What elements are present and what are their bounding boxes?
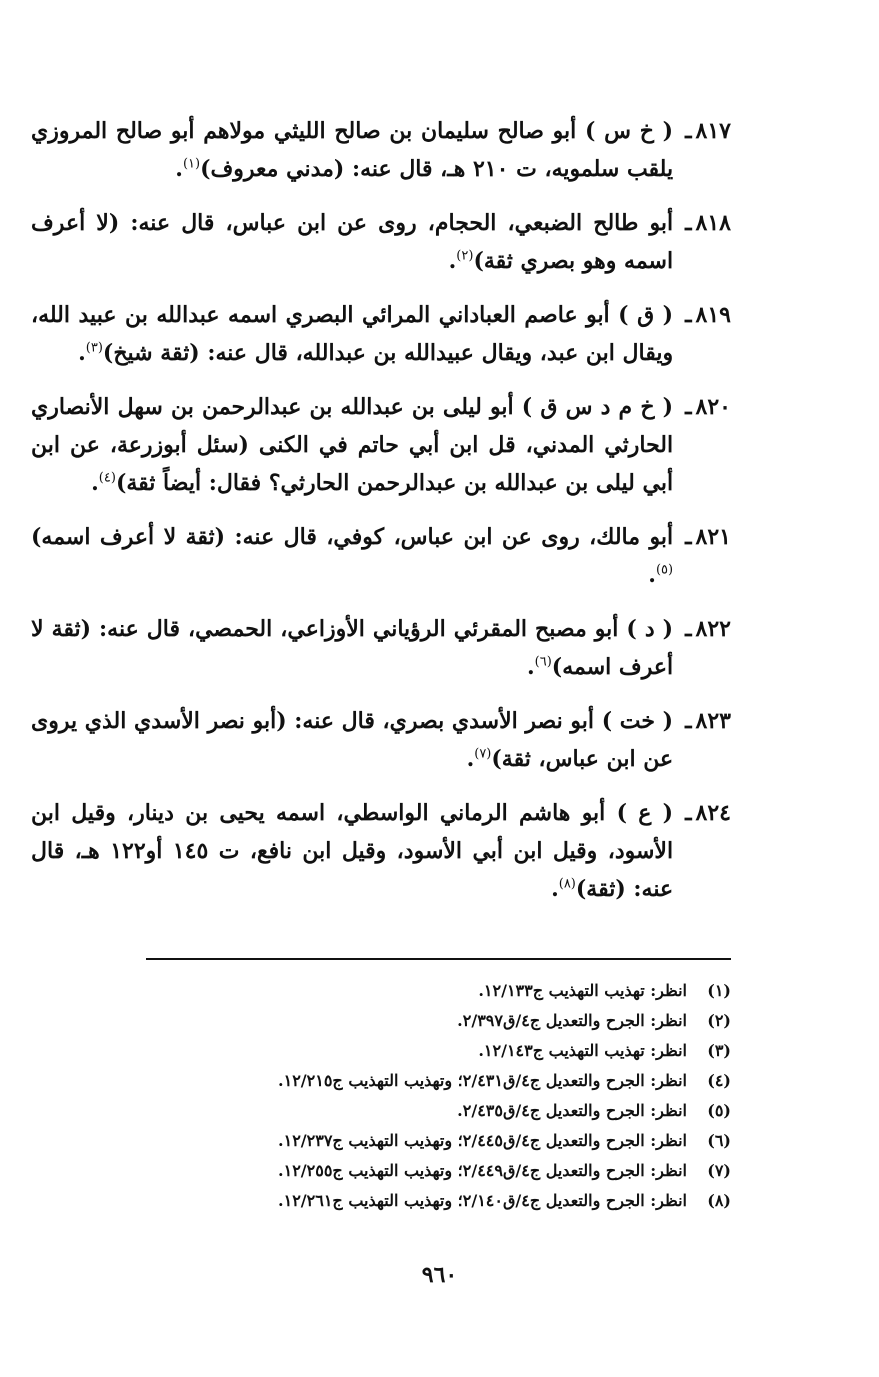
footnote-ref: (٤) xyxy=(98,470,116,486)
entry-period: . xyxy=(78,340,86,366)
entry-period: . xyxy=(175,156,183,182)
biography-entry xyxy=(31,702,731,778)
entry-dash: ـ xyxy=(685,118,692,144)
footnote-text: انظر: الجرح والتعديل ج٤/ق٢/٤٤٥؛ وتهذيب التهذيب ج١٢/٢٣٧. xyxy=(278,1131,687,1150)
entry-text: ( ق ) أبو عاصم العباداني المرائي البصري اسمه عبدالله بن عبيد الله، ويقال ابن عبد، ويقال عبيدالله بن عبدالله، قال عنه: (ثقة شيخ) xyxy=(31,302,674,366)
entry-period: . xyxy=(448,248,457,274)
footnote-text: انظر: الجرح والتعديل ج٤/ق٢/٤٣١؛ وتهذيب التهذيب ج١٢/٢١٥. xyxy=(278,1071,687,1090)
entry-text: ( خت ) أبو نصر الأسدي بصري، قال عنه: (أبو نصر الأسدي الذي يروى عن ابن عباس، ثقة) xyxy=(31,708,674,772)
entry-dash: ـ xyxy=(685,708,692,734)
footnote-ref: (٥) xyxy=(655,562,674,578)
footnote-number: (١) xyxy=(707,981,731,1000)
entry-number: ٨٢٣ xyxy=(695,708,731,734)
footnote xyxy=(146,1006,731,1036)
entry-text: أبو طالح الضبعي، الحجام، روى عن ابن عباس، قال عنه: (لا أعرف اسمه وهو بصري ثقة) xyxy=(31,210,674,274)
entry-period: . xyxy=(648,562,656,588)
footnote-ref: (٣) xyxy=(85,340,103,356)
footnote-text: انظر: الجرح والتعديل ج٤/ق٢/٤٤٩؛ وتهذيب التهذيب ج١٢/٢٥٥. xyxy=(278,1161,687,1180)
entry-period: . xyxy=(526,654,535,680)
footnote xyxy=(146,976,731,1006)
footnote xyxy=(146,1156,731,1186)
entry-text: أبو مالك، روى عن ابن عباس، كوفي، قال عنه: (ثقة لا أعرف اسمه) xyxy=(31,524,674,550)
footnote-divider xyxy=(146,958,731,960)
entry-dash: ـ xyxy=(685,616,692,642)
biography-entry xyxy=(31,794,731,908)
footnote-number: (٣) xyxy=(707,1041,731,1060)
footnote-ref: (٨) xyxy=(558,876,576,892)
footnote-text: انظر: تهذيب التهذيب ج١٢/١٣٣. xyxy=(478,981,687,1000)
footnote-text: انظر: الجرح والتعديل ج٤/ق٢/١٤٠؛ وتهذيب التهذيب ج١٢/٢٦١. xyxy=(278,1191,687,1210)
entry-number: ٨١٧ xyxy=(695,118,731,144)
entry-dash: ـ xyxy=(685,800,692,826)
footnote-number: (٢) xyxy=(707,1011,731,1030)
footnote-number: (٧) xyxy=(707,1161,731,1180)
footnote xyxy=(146,1126,731,1156)
main-text xyxy=(31,112,731,924)
footnote-number: (٤) xyxy=(707,1071,731,1090)
entry-number: ٨٢١ xyxy=(695,524,731,550)
entry-text: ( خ س ) أبو صالح سليمان بن صالح الليثي مولاهم أبو صالح المروزي يلقب سلمويه، ت ٢١٠ هـ، قال عنه: (مدني معروف) xyxy=(31,118,674,182)
entry-period: . xyxy=(91,470,99,496)
entry-text: ( خ م د س ق ) أبو ليلى بن عبدالله بن عبدالرحمن بن سهل الأنصاري الحارثي المدني، قل ابن أبي حاتم في الكنى (سئل أبوزرعة، عن ابن أبي ليلى بن عبدالله بن عبدالرحمن الحارثي؟ فقال: أيضاً ثقة) xyxy=(31,394,674,496)
biography-entry xyxy=(31,204,731,280)
footnote-ref: (٧) xyxy=(474,746,492,762)
footnote xyxy=(146,1066,731,1096)
biography-entry xyxy=(31,112,731,188)
footnote-text: انظر: تهذيب التهذيب ج١٢/١٤٣. xyxy=(478,1041,687,1060)
biography-entry xyxy=(31,518,731,594)
footnote-ref: (٦) xyxy=(534,654,552,670)
entry-number: ٨٢٤ xyxy=(695,800,731,826)
page-number: ٩٦٠ xyxy=(421,1262,458,1288)
biography-entry xyxy=(31,610,731,686)
biography-entry xyxy=(31,296,731,372)
footnote xyxy=(146,1036,731,1066)
footnotes xyxy=(146,976,731,1216)
footnote xyxy=(146,1186,731,1216)
footnote-number: (٦) xyxy=(707,1131,731,1150)
entry-dash: ـ xyxy=(685,394,692,420)
entry-dash: ـ xyxy=(685,210,692,236)
entry-text: ( ع ) أبو هاشم الرماني الواسطي، اسمه يحيى بن دينار، وقيل ابن الأسود، وقيل ابن أبي الأسود، وقيل ابن نافع، ت ١٤٥ أو١٢٢ هـ، قال عنه: (ثقة) xyxy=(31,800,674,902)
entry-period: . xyxy=(466,746,475,772)
entry-number: ٨٢٢ xyxy=(695,616,731,642)
footnote-ref: (٢) xyxy=(456,248,474,264)
entry-dash: ـ xyxy=(685,524,692,550)
biography-entry xyxy=(31,388,731,502)
entry-dash: ـ xyxy=(685,302,692,328)
footnote xyxy=(146,1096,731,1126)
entry-number: ٨١٨ xyxy=(695,210,731,236)
entry-number: ٨١٩ xyxy=(695,302,731,328)
footnote-text: انظر: الجرح والتعديل ج٤/ق٢/٣٩٧. xyxy=(457,1011,687,1030)
entry-text: ( د ) أبو مصبح المقرئي الرؤياني الأوزاعي، الحمصي، قال عنه: (ثقة لا أعرف اسمه) xyxy=(31,616,674,680)
footnote-text: انظر: الجرح والتعديل ج٤/ق٢/٤٣٥. xyxy=(457,1101,687,1120)
entry-period: . xyxy=(551,876,559,902)
entry-number: ٨٢٠ xyxy=(695,394,731,420)
footnote-number: (٥) xyxy=(707,1101,731,1120)
footnote-ref: (١) xyxy=(182,156,201,172)
footnote-number: (٨) xyxy=(707,1191,731,1210)
